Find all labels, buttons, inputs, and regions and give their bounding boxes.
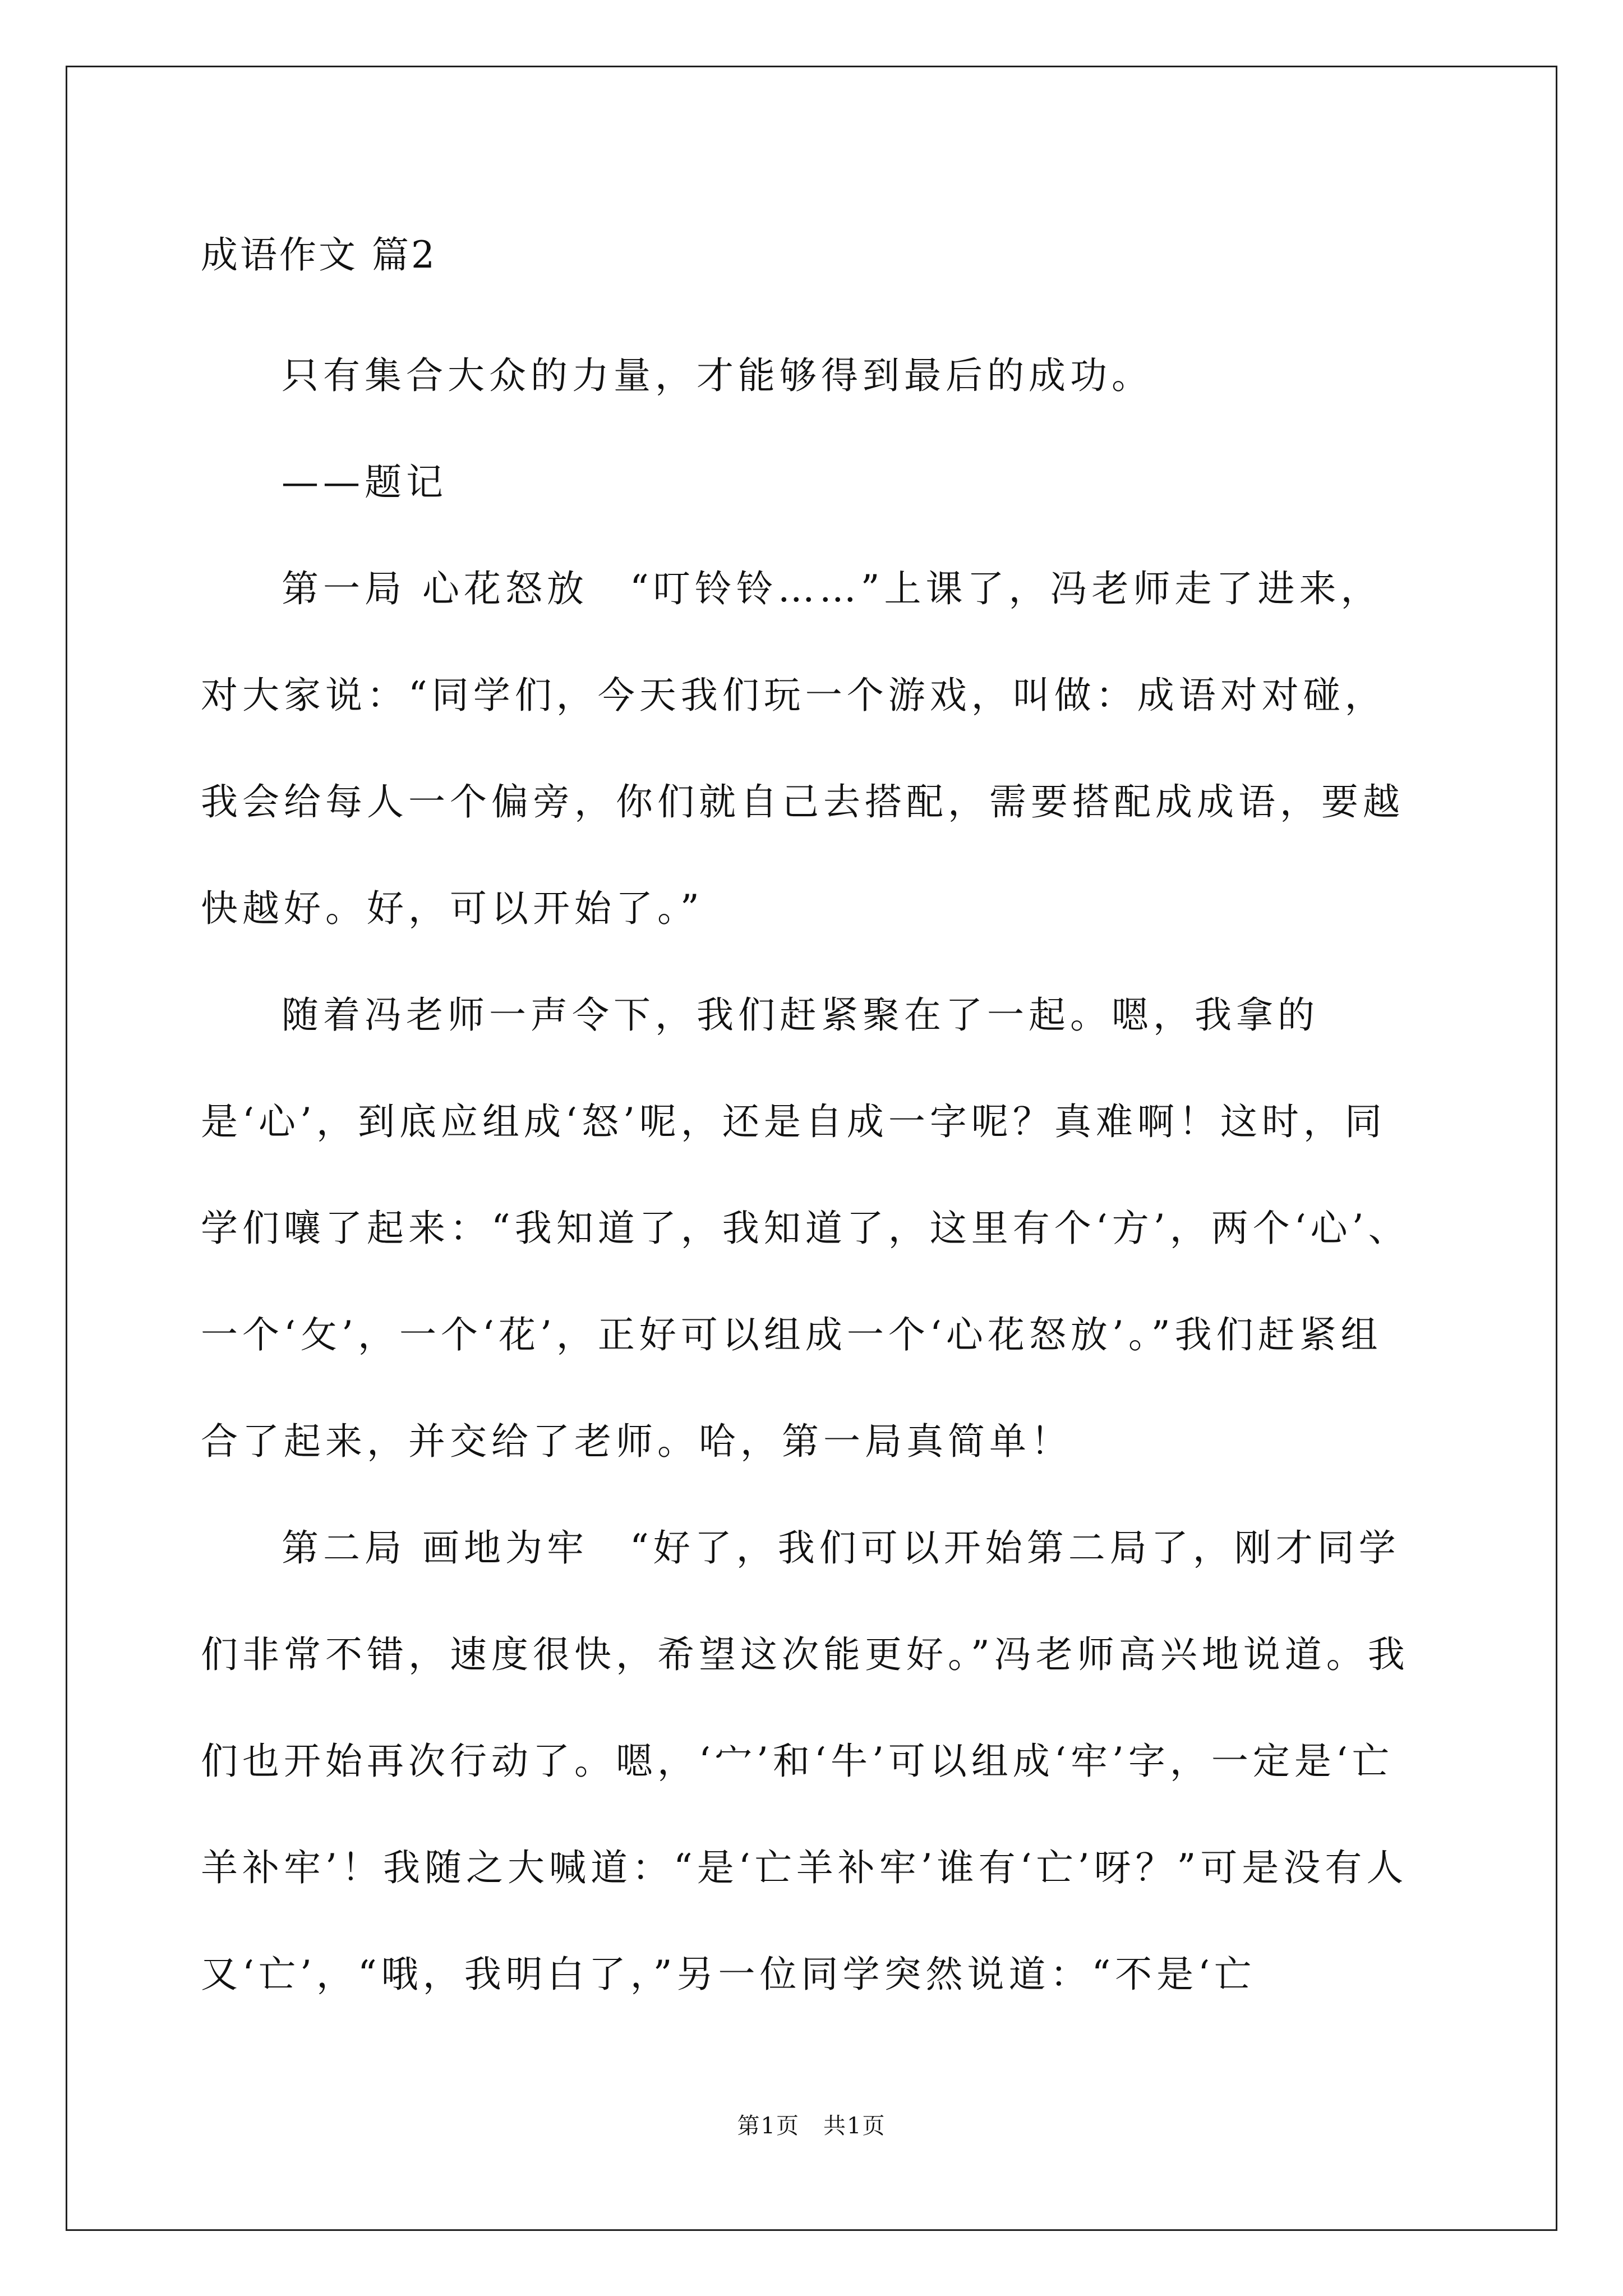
paragraph-round-two: 第二局 画地为牢 “好了，我们可以开始第二局了，刚才同学们非常不错，速度很快，希望这次能更好。”冯老师高兴地说道。我们也开始再次行动了。嗯，‘宀’和‘牛’可以组成‘牢’字，一定是‘亡羊补牢’！我随之大喊道：“是‘亡羊补牢’谁有‘亡’呀？”可是没有人又‘亡’，“哦，我明白了，”另一位同学突然说道：“不是‘亡	[201, 1526, 1409, 1996]
page-footer: 第1页 共1页	[737, 2113, 886, 2139]
paragraph-epigraph-attribution: ——题记	[282, 461, 448, 504]
paragraph-round-one: 第一局 心花怒放 “叮铃铃……”上课了，冯老师走了进来，对大家说：“同学们，今天我们玩一个游戏，叫做：成语对对碰，我会给每人一个偏旁，你们就自己去搭配，需要搭配成成语，要越快越好。好，可以开始了。”	[201, 567, 1404, 930]
paragraph-round-one-result: 随着冯老师一声令下，我们赶紧聚在了一起。嗯，我拿的是‘心’，到底应组成‘怒’呢，还是自成一字呢？真难啊！这时，同学们嚷了起来：“我知道了，我知道了，这里有个‘方’，两个‘心’、一个‘攵’，一个‘花’，正好可以组成一个‘心花怒放’。”我们赶紧组合了起来，并交给了老师。哈，第一局真简单！	[201, 993, 1410, 1463]
paragraph-epigraph: 只有集合大众的力量，才能够得到最后的成功。	[282, 354, 1153, 397]
document-heading: 成语作文 篇2	[201, 233, 437, 277]
document-body	[201, 222, 1423, 2028]
